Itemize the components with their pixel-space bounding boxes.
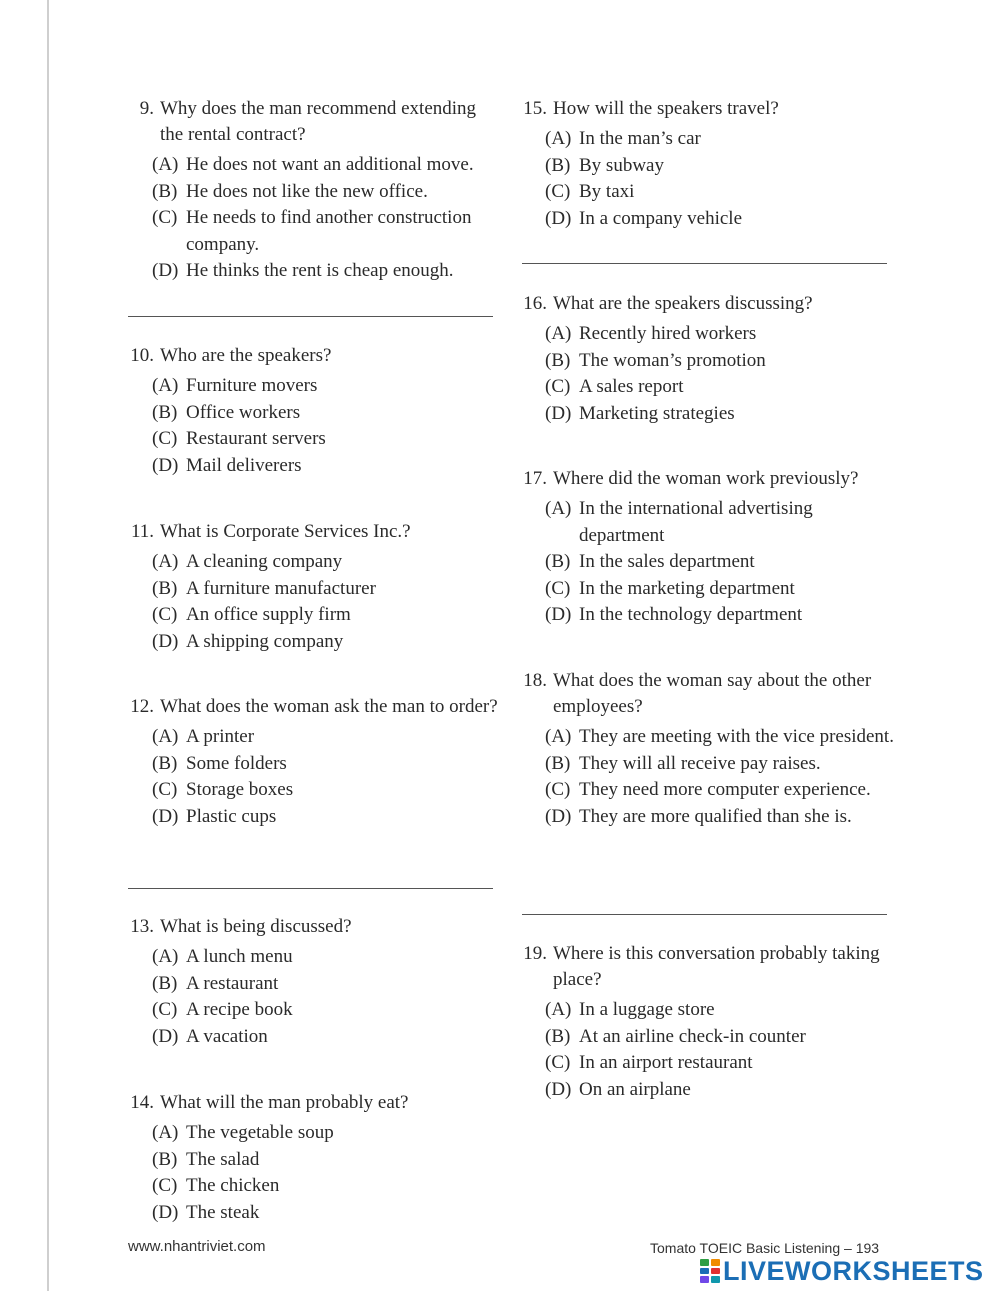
liveworksheets-logo [700,1256,984,1286]
option-label: (B) [152,180,178,202]
question-text: How will the speakers travel? [553,98,779,119]
answer-option[interactable] [545,602,895,629]
option-text: He needs to find another construction company. [186,207,472,255]
answer-option[interactable] [545,374,895,401]
option-text: In the international advertising department [579,498,813,546]
question-17 [515,466,895,629]
option-label: (B) [545,154,571,176]
answer-option[interactable] [152,400,502,427]
question-stem [122,694,502,720]
option-label: (C) [545,577,571,599]
answer-options [515,724,895,830]
answer-options [122,944,502,1050]
question-number: 16. [523,293,547,314]
question-text: Where is this conversation probably taking place? [553,943,880,990]
option-label: (D) [152,1201,179,1223]
answer-option[interactable] [152,1200,502,1227]
option-label: (B) [152,752,178,774]
brand-text: LIVEWORKSHEETS [723,1255,984,1286]
answer-option[interactable] [152,804,502,831]
option-text: In a company vehicle [579,207,743,229]
answer-option[interactable] [545,1024,895,1051]
question-stem [122,519,502,545]
option-text: A printer [186,726,255,747]
option-label: (B) [152,401,178,423]
answer-option[interactable] [545,126,895,153]
answer-option[interactable] [152,777,502,804]
divider [128,316,493,317]
answer-option[interactable] [152,1024,502,1051]
question-stem [515,668,895,720]
option-label: (D) [152,805,179,827]
question-number: 17. [523,468,547,489]
option-text: A recipe book [186,999,293,1020]
answer-option[interactable] [545,1050,895,1077]
option-label: (C) [152,999,178,1020]
liveworksheets-icon [700,1259,720,1283]
answer-option[interactable] [152,724,502,751]
question-stem [122,96,502,148]
question-stem [515,466,895,492]
answer-option[interactable] [152,1120,502,1147]
question-text: What does the woman ask the man to order? [160,696,498,717]
option-text: A cleaning company [186,551,343,572]
option-label: (A) [152,375,179,396]
answer-option[interactable] [152,751,502,778]
option-label: (C) [152,428,178,449]
answer-options [122,152,502,285]
question-text: What will the man probably eat? [160,1092,409,1113]
question-text: Why does the man recommend extending the rental contract? [160,98,477,145]
option-label: (C) [152,1175,178,1196]
option-label: (C) [545,181,571,202]
answer-option[interactable] [152,453,502,480]
option-label: (B) [545,752,571,774]
option-label: (A) [152,726,179,747]
option-text: Storage boxes [186,779,294,800]
question-number: 15. [523,98,547,119]
option-text: A furniture manufacturer [186,577,376,599]
question-stem [515,96,895,122]
option-text: An office supply firm [186,604,351,625]
answer-option[interactable] [545,179,895,206]
option-label: (A) [152,1122,179,1143]
option-text: They are more qualified than she is. [579,805,852,827]
option-text: In the sales department [579,551,755,572]
question-text: What is being discussed? [160,916,352,937]
option-label: (C) [152,207,178,228]
option-label: (D) [152,454,179,476]
option-text: Recently hired workers [579,323,757,344]
option-label: (C) [152,779,178,800]
answer-options [122,373,502,479]
option-text: He does not want an additional move. [186,154,474,175]
option-label: (D) [545,604,572,625]
option-text: In the marketing department [579,577,795,599]
question-number: 14. [130,1092,154,1113]
option-label: (C) [545,1052,571,1073]
answer-option[interactable] [545,549,895,576]
option-text: They will all receive pay raises. [579,752,821,774]
answer-options [122,549,502,655]
question-12 [122,694,502,830]
answer-option[interactable] [152,629,502,656]
divider [522,263,887,264]
answer-option[interactable] [152,997,502,1024]
option-label: (C) [545,779,571,800]
answer-option[interactable] [545,751,895,778]
option-text: He thinks the rent is cheap enough. [186,260,454,281]
option-text: By subway [579,154,664,176]
question-9 [122,96,502,285]
question-13 [122,914,502,1050]
answer-option[interactable] [152,549,502,576]
option-label: (C) [545,376,571,397]
question-text: Who are the speakers? [160,345,332,366]
option-label: (A) [545,999,572,1020]
answer-options [122,1120,502,1226]
option-label: (A) [545,498,572,519]
option-label: (B) [545,1025,571,1047]
option-label: (A) [152,946,179,967]
answer-option[interactable] [545,777,895,804]
answer-option[interactable] [545,724,895,751]
question-stem [515,291,895,317]
option-label: (D) [152,630,179,652]
answer-options [515,321,895,427]
question-number: 18. [523,670,547,691]
answer-options [515,126,895,232]
answer-option[interactable] [545,1077,895,1104]
answer-option[interactable] [545,496,895,549]
question-16 [515,291,895,427]
question-text: What does the woman say about the other employees? [553,670,872,717]
option-label: (D) [545,1078,572,1100]
question-stem [122,1090,502,1116]
option-label: (B) [545,349,571,371]
option-text: By taxi [579,181,635,202]
question-14 [122,1090,502,1226]
question-19 [515,941,895,1103]
answer-option[interactable] [152,602,502,629]
answer-option[interactable] [545,401,895,428]
option-label: (C) [152,604,178,625]
option-label: (D) [152,260,179,281]
question-stem [122,914,502,940]
option-label: (D) [545,805,572,827]
question-number: 13. [130,916,154,937]
option-text: The steak [186,1201,260,1223]
answer-option[interactable] [545,153,895,180]
question-stem [122,343,502,369]
question-text: Where did the woman work previously? [553,468,859,489]
option-text: Restaurant servers [186,428,326,449]
option-text: At an airline check-in counter [579,1025,806,1047]
answer-option[interactable] [152,1147,502,1174]
option-text: Office workers [186,401,301,423]
question-18 [515,668,895,830]
option-label: (A) [545,323,572,344]
page-margin-line [47,0,49,1291]
question-text: What are the speakers discussing? [553,293,813,314]
option-text: A vacation [186,1025,268,1047]
option-label: (A) [545,128,572,149]
question-number: 9. [139,98,154,119]
option-text: Plastic cups [186,805,277,827]
option-label: (D) [545,207,572,229]
option-text: In the technology department [579,604,803,625]
question-number: 12. [130,696,154,717]
answer-option[interactable] [152,152,502,179]
question-number: 19. [523,943,547,964]
answer-option[interactable] [152,944,502,971]
answer-option[interactable] [545,576,895,603]
option-text: They need more computer experience. [579,779,871,800]
option-label: (B) [152,972,178,994]
option-text: In the man’s car [579,128,701,149]
option-text: Mail deliverers [186,454,302,476]
option-text: In an airport restaurant [579,1052,753,1073]
option-text: The salad [186,1148,260,1170]
answer-option[interactable] [152,373,502,400]
option-text: He does not like the new office. [186,180,428,202]
book-page-label: Tomato TOEIC Basic Listening – 193 [650,1240,880,1256]
answer-option[interactable] [152,1173,502,1200]
answer-option[interactable] [152,205,502,258]
question-15 [515,96,895,232]
option-label: (A) [152,154,179,175]
option-text: They are meeting with the vice president. [579,726,894,747]
answer-option[interactable] [545,804,895,831]
answer-option[interactable] [545,321,895,348]
question-number: 10. [130,345,154,366]
option-text: Some folders [186,752,287,774]
option-label: (B) [152,1148,178,1170]
option-text: Marketing strategies [579,402,735,424]
answer-options [515,997,895,1103]
option-text: On an airplane [579,1078,691,1100]
answer-option[interactable] [545,206,895,233]
answer-option[interactable] [152,971,502,998]
option-label: (A) [152,551,179,572]
option-text: A shipping company [186,630,344,652]
option-text: The vegetable soup [186,1122,334,1143]
option-label: (A) [545,726,572,747]
question-stem [515,941,895,993]
option-label: (B) [152,577,178,599]
divider [128,888,493,889]
option-text: The woman’s promotion [579,349,766,371]
answer-option[interactable] [545,348,895,375]
question-text: What is Corporate Services Inc.? [160,521,411,542]
option-text: A lunch menu [186,946,293,967]
option-text: The chicken [186,1175,280,1196]
question-11 [122,519,502,655]
option-text: A restaurant [186,972,279,994]
option-label: (D) [152,1025,179,1047]
answer-option[interactable] [152,179,502,206]
question-number: 11. [130,521,154,542]
answer-option[interactable] [545,997,895,1024]
option-label: (D) [545,402,572,424]
option-text: A sales report [579,376,684,397]
answer-option[interactable] [152,576,502,603]
option-label: (B) [545,551,571,572]
answer-option[interactable] [152,426,502,453]
question-10 [122,343,502,479]
option-text: In a luggage store [579,999,715,1020]
website-url: www.nhantriviet.com [128,1238,266,1255]
divider [522,914,887,915]
option-text: Furniture movers [186,375,318,396]
answer-option[interactable] [152,258,502,285]
answer-options [515,496,895,629]
answer-options [122,724,502,830]
